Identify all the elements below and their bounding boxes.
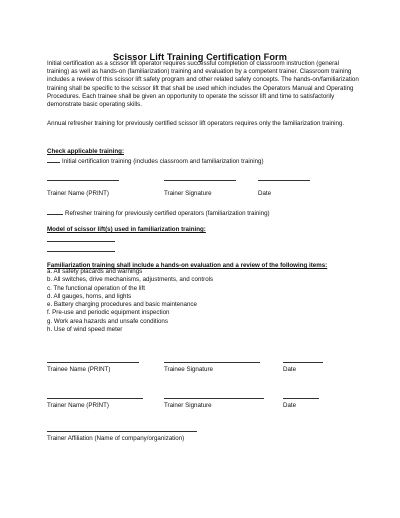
trainee-signature-field[interactable] [164,362,260,363]
date-label-1: Date [258,190,272,197]
list-item: e. Battery charging procedures and basic maintenance [47,301,197,308]
list-item: b. All switches, drive mechanisms, adjustments, and controls [47,276,214,284]
refresher-training-checkbox[interactable] [47,208,63,215]
date-label-2: Date [283,402,297,409]
trainer-signature-field-2[interactable] [164,398,264,399]
familiarization-heading: Familiarization training shall include a hands-on evaluation and a review of the following items: [47,262,328,269]
trainer-name-label-1: Trainer Name (PRINT) [47,190,109,197]
model-field-2[interactable] [47,251,115,252]
initial-training-checkbox[interactable] [47,156,60,163]
list-item: f. Pre-use and periodic equipment inspection [47,309,170,317]
trainer-name-field-1[interactable] [47,180,119,181]
date-field-2[interactable] [283,398,319,399]
date-field-1[interactable] [258,180,310,181]
familiarization-items-list [47,268,213,334]
check-applicable-heading: Check applicable training: [47,148,125,155]
list-item: c. The functional operation of the lift [47,284,145,292]
intro-text: Initial certification as a scissor lift operator requires successful completion of classroom instruction (general training) as well as hands-on (familiarization) training and evaluation by a competent trainer. Classroom training includes a review of this scissor lift safety program and other related safety concepts. The hands-on/familiarization training shall be specific to the scissor lift that shall be used which includes the Operators Manual and Operating Procedures. Each trainee shall be given an opportunity to operate the scissor lift and time to satisfactorily demonstrate basic operating skills. [47,60,359,109]
refresher-training-option[interactable] [47,208,270,218]
model-heading: Model of scissor lift(s) used in familiarization training: [47,226,206,233]
trainer-name-field-2[interactable] [47,398,143,399]
initial-training-option[interactable] [47,156,264,166]
list-item: h. Use of wind speed meter [47,325,123,333]
trainer-name-label-2: Trainer Name (PRINT) [47,402,109,409]
refresher-training-label: Refresher training for previously certified operators (familiarization training) [65,210,270,217]
trainee-name-field[interactable] [47,362,139,363]
trainer-signature-field-1[interactable] [164,180,236,181]
annual-refresher-paragraph [47,120,363,128]
trainer-signature-label-1: Trainer Signature [164,190,212,197]
trainee-signature-label: Trainee Signature [164,366,213,373]
trainee-date-label: Date [283,366,297,373]
list-item: g. Work area hazards and unsafe conditions [47,317,168,325]
list-item: d. All gauges, horns, and lights [47,292,132,300]
form-title: Scissor Lift Training Certification Form [113,52,287,62]
trainee-date-field[interactable] [283,362,323,363]
trainer-affiliation-label: Trainer Affiliation (Name of company/organization) [47,435,185,442]
initial-training-label: Initial certification training (includes classroom and familiarization training) [62,158,264,165]
trainer-affiliation-field[interactable] [47,431,197,432]
model-field-1[interactable] [47,241,115,242]
intro-paragraph [47,60,363,109]
list-item: a. All safety placards and warnings [47,268,143,275]
trainee-name-label: Trainee Name (PRINT) [47,366,111,373]
trainer-signature-label-2: Trainer Signature [164,402,212,409]
annual-text: Annual refresher training for previously certified scissor lift operators requires only the familiarization training. [47,120,345,127]
